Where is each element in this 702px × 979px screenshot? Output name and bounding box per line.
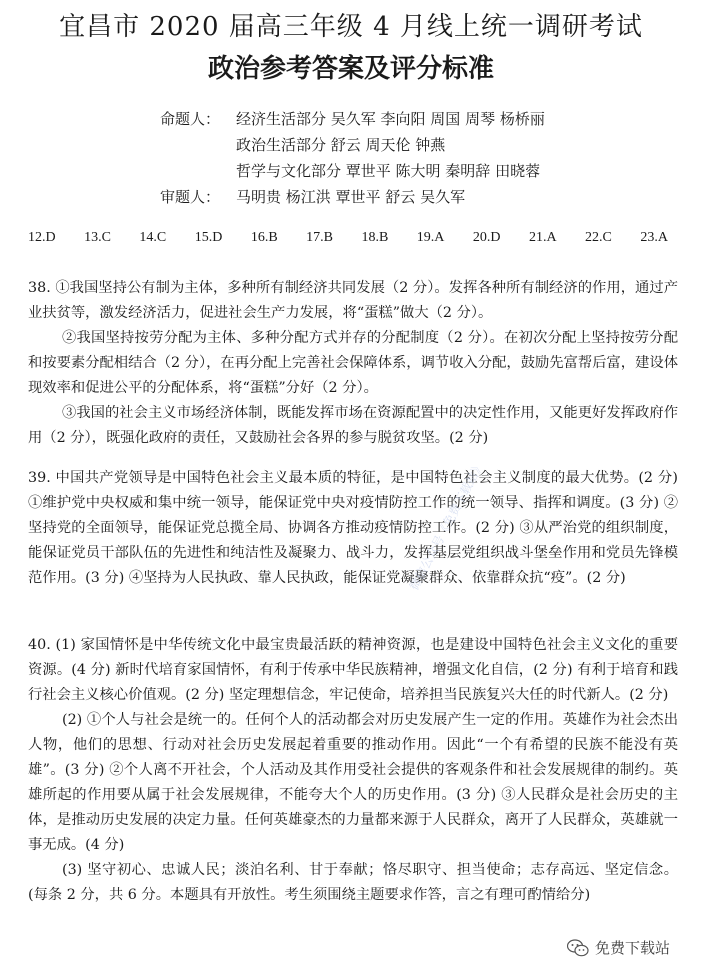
document-subtitle: 政治参考答案及评分标准 [207, 54, 494, 84]
q38-point-1: 38. ①我国坚持公有制为主体，多种所有制经济共同发展（2 分）。发挥各种所有制经济的作用，通过产业扶贫等，激发经济活力，促进社会生产力发展，将“蛋糕”做大（2 分）。 [28, 280, 678, 321]
setters-row-philosophy [160, 158, 545, 184]
wechat-watermark [567, 937, 670, 958]
authors-section [160, 106, 545, 210]
economy-setters: 经济生活部分 吴久军 李向阳 周国 周琴 杨桥丽 [236, 110, 545, 128]
politics-setters: 政治生活部分 舒云 周天伦 钟燕 [236, 136, 446, 154]
choice-answer: 13.C [84, 230, 111, 245]
reviewers-row [160, 184, 545, 210]
choice-answer: 17.B [306, 230, 333, 245]
philosophy-setters: 哲学与文化部分 覃世平 陈大明 秦明辞 田晓蓉 [236, 162, 541, 180]
reviewers-label: 审题人： [160, 188, 221, 206]
q40-part-3: (3) 坚守初心、忠诚人民；淡泊名利、甘于奉献；恪尽职守、担当使命；志存高远、坚定信念。(每条 2 分，共 6 分。本题具有开放性。考生须围绕主题要求作答，言之有理可酌情给分) [28, 862, 678, 903]
choice-answer: 12.D [28, 230, 56, 245]
choice-answer: 20.D [472, 230, 501, 245]
setters-row-economy [160, 106, 545, 132]
diagonal-watermark: 微信公众号《免费下载站》 [406, 458, 487, 593]
choice-answer: 16.B [250, 230, 278, 245]
choice-answer: 15.D [194, 230, 223, 245]
setters-row-politics [160, 132, 545, 158]
setters-label: 命题人： [160, 110, 221, 128]
choice-answer: 22.C [585, 230, 612, 245]
q38-point-3: ③我国的社会主义市场经济体制，既能发挥市场在资源配置中的决定性作用，又能更好发挥政府作用（2 分），既强化政府的责任，又鼓励社会各界的参与脱贫攻坚。(2 分) [28, 405, 678, 446]
wechat-icon [567, 939, 589, 957]
choice-answer: 18.B [361, 230, 389, 245]
q40-part-2: (2) ①个人与社会是统一的。任何个人的活动都会对历史发展产生一定的作用。英雄作为社会杰出人物，他们的思想、行动对社会历史发展起着重要的推动作用。因此“一个有希望的民族不能没有英雄”。(3 分) ②个人离不开社会，个人活动及其作用受社会提供的客观条件和社会发展规律的制约。英雄所起的作用要从属于社会发展规律，不能夸大个人的历史作用。(3 分) ③人民群众是社会历史的主体，是推动历史发展的决定力量。任何英雄豪杰的力量都来源于人民群众，离开了人民群众，英雄就一事无成。(4 分) [28, 712, 678, 853]
question-40-answer [28, 633, 678, 908]
choice-answers [28, 230, 668, 246]
choice-answer: 14.C [139, 230, 167, 245]
wechat-label: 免费下载站 [595, 939, 671, 957]
q39-body: 39. 中国共产党领导是中国特色社会主义最本质的特征，是中国特色社会主义制度的最大优势。(2 分) ①维护党中央权威和集中统一领导，能保证党中央对疫情防控工作的统一领导、指挥和调度。(3 分) ②坚持党的全面领导，能保证党总揽全局、协调各方推动疫情防控工作。(2 分) ③从严治党的组织制度，能保证党员干部队伍的先进性和纯洁性及凝聚力、战斗力，发挥基层党组织战斗堡垒作用和党员先锋模范作用。(3 分) ④坚持为人民执政、靠人民执政，能保证党凝聚群众、依靠群众抗“疫”。(2 分) [28, 470, 678, 586]
q38-point-2: ②我国坚持按劳分配为主体、多种分配方式并存的分配制度（2 分）。在初次分配上坚持按劳分配和按要素分配相结合（2 分），在再分配上完善社会保障体系，调节收入分配，鼓励先富帮后富，建设体现效率和促进公平的分配体系，将“蛋糕”分好（2 分）。 [28, 330, 678, 396]
choice-answer: 21.A [528, 230, 557, 245]
q40-part-1: 40. (1) 家国情怀是中华传统文化中最宝贵最活跃的精神资源，也是建设中国特色社会主义文化的重要资源。(4 分) 新时代培育家国情怀，有利于传承中华民族精神，增强文化自信，(2 分) 有利于培育和践行社会主义核心价值观。(2 分) 坚定理想信念，牢记使命，培养担当民族复兴大任的时代新人。(2 分) [28, 637, 678, 703]
reviewers-names: 马明贵 杨江洪 覃世平 舒云 吴久军 [236, 188, 466, 206]
choice-answer: 19.A [416, 230, 445, 245]
choice-answer: 23.A [640, 230, 668, 245]
question-39-answer [28, 466, 678, 591]
document-title: 宜昌市 2020 届高三年级 4 月线上统一调研考试 [59, 12, 643, 42]
question-38-answer [28, 276, 678, 451]
